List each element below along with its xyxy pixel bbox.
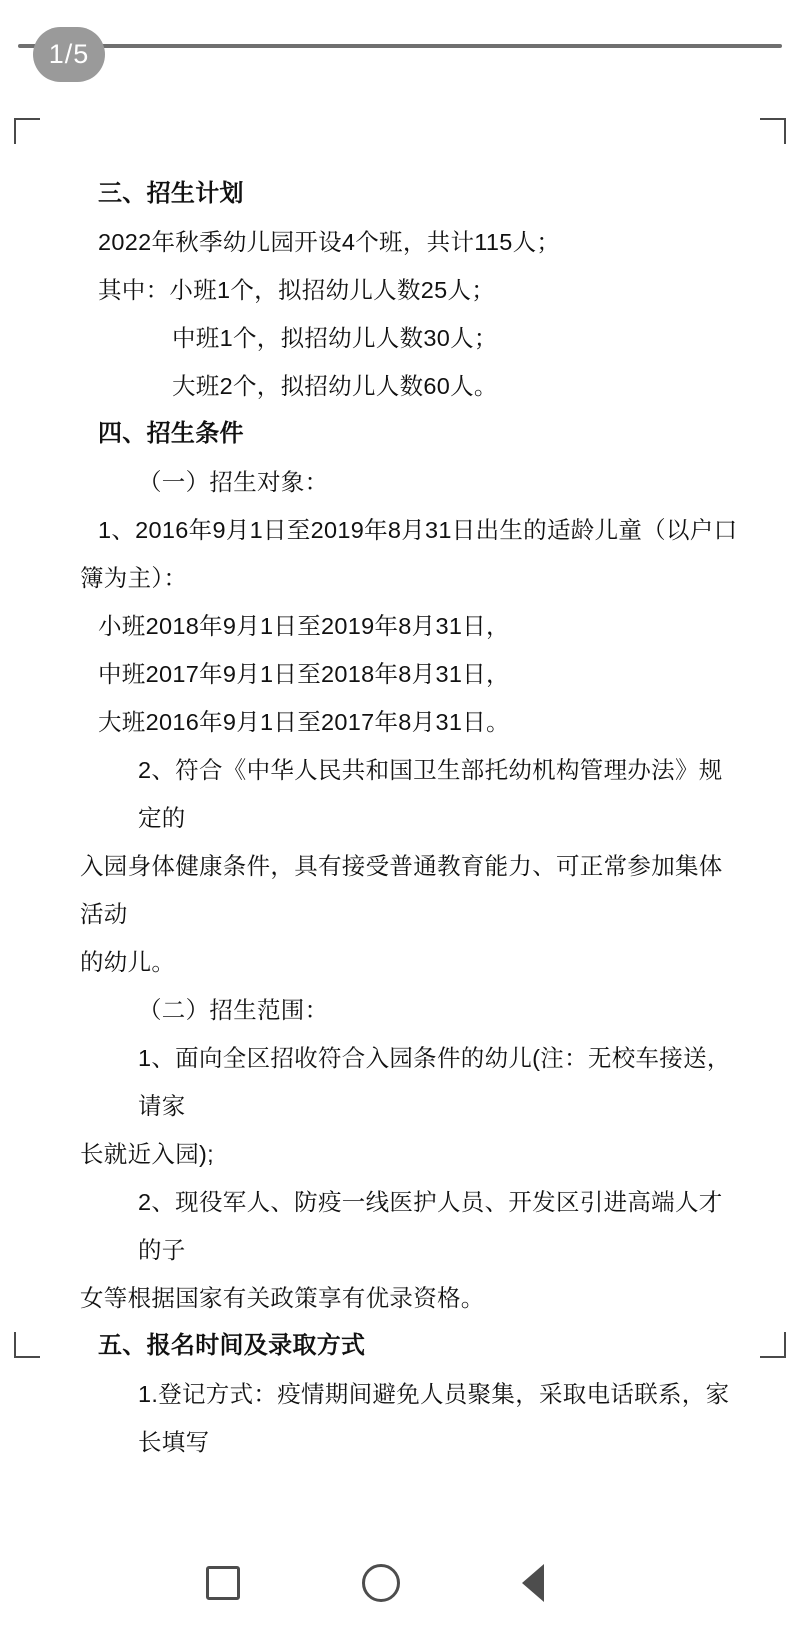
document-page[interactable] [14,118,786,1455]
paragraph-cond-1-item1b: 簿为主）： [80,565,188,591]
circle-icon[interactable] [362,1564,400,1602]
paragraph-plan-small: 其中：小班1个，拟招幼儿人数25人； [98,277,496,303]
paragraph-cond-1-item2c: 的幼儿。 [80,949,176,975]
square-icon[interactable] [206,1566,240,1600]
paragraph-cond-1-title: （一）招生对象： [138,469,329,495]
paragraph-cond-1-item1: 1、2016年9月1日至2019年8月31日出生的适龄儿童（以户口 [98,517,738,543]
paragraph-cond-1-item2: 2、符合《中华人民共和国卫生部托幼机构管理办法》规定的 [138,757,723,831]
triangle-back-icon[interactable] [522,1564,544,1602]
crop-mark-bottom-left [14,1332,40,1358]
paragraph-cond-1-item2b: 入园身体健康条件，具有接受普通教育能力、可正常参加集体活动 [80,853,723,927]
document-text-body [80,170,740,1466]
android-navigation-bar [0,1510,800,1650]
paragraph-cond-2-item1b: 长就近入园); [80,1141,214,1167]
paragraph-reg-1: 1.登记方式：疫情期间避免人员聚集，采取电话联系，家长填写 [138,1381,730,1455]
paragraph-heading-5: 五、报名时间及录取方式 [98,1332,366,1359]
crop-mark-top-right [760,118,786,144]
paragraph-heading-4: 四、招生条件 [98,420,244,447]
paragraph-age-small: 小班2018年9月1日至2019年8月31日， [98,613,510,639]
paragraph-cond-2-item2b: 女等根据国家有关政策享有优录资格。 [80,1285,485,1311]
crop-mark-bottom-right [760,1332,786,1358]
paragraph-plan-middle: 中班1个，拟招幼儿人数30人； [172,325,498,351]
paragraph-cond-2-item1: 1、面向全区招收符合入园条件的幼儿(注：无校车接送，请家 [138,1045,731,1119]
page-indicator-badge: 1/5 [33,27,105,82]
crop-mark-top-left [14,118,40,144]
paragraph-heading-3: 三、招生计划 [98,180,244,207]
paragraph-cond-2-item2: 2、现役军人、防疫一线医护人员、开发区引进高端人才的子 [138,1189,723,1263]
paragraph-plan-large: 大班2个，拟招幼儿人数60人。 [172,373,498,399]
paragraph-cond-2-title: （二）招生范围： [138,997,329,1023]
page-divider-rule [18,44,782,48]
paragraph-age-large: 大班2016年9月1日至2017年8月31日。 [98,709,510,735]
viewer-top-bar [0,0,800,110]
paragraph-age-middle: 中班2017年9月1日至2018年8月31日， [98,661,510,687]
paragraph-plan-total: 2022年秋季幼儿园开设4个班，共计115人； [98,229,561,255]
